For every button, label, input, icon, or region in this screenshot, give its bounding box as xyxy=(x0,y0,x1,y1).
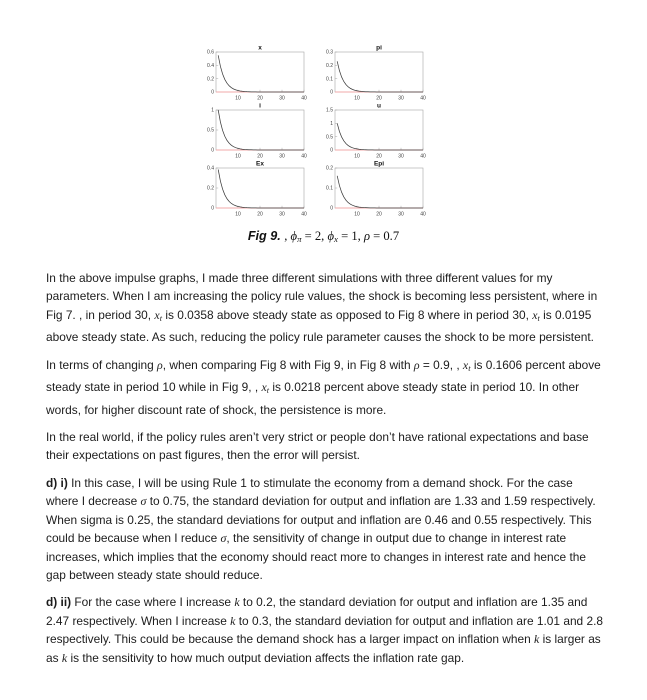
svg-text:20: 20 xyxy=(257,153,263,160)
svg-text:pi: pi xyxy=(376,44,382,52)
svg-text:30: 30 xyxy=(279,153,285,160)
svg-text:0: 0 xyxy=(330,89,333,96)
svg-text:40: 40 xyxy=(420,211,426,218)
svg-text:0.6: 0.6 xyxy=(207,49,214,56)
svg-text:0.4: 0.4 xyxy=(207,165,214,172)
svg-text:10: 10 xyxy=(354,153,360,160)
svg-text:0.2: 0.2 xyxy=(207,76,214,83)
svg-text:10: 10 xyxy=(354,95,360,102)
svg-text:40: 40 xyxy=(420,153,426,160)
svg-text:30: 30 xyxy=(279,211,285,218)
svg-text:0: 0 xyxy=(330,147,333,154)
chart-u xyxy=(320,100,426,164)
svg-text:40: 40 xyxy=(420,95,426,102)
svg-text:30: 30 xyxy=(279,95,285,102)
svg-text:40: 40 xyxy=(301,211,307,218)
chart-pi xyxy=(320,42,426,106)
body-text xyxy=(46,269,604,676)
chart-ex xyxy=(201,158,307,222)
svg-text:0: 0 xyxy=(211,147,214,154)
svg-text:10: 10 xyxy=(235,211,241,218)
svg-text:0: 0 xyxy=(330,205,333,212)
svg-text:0.5: 0.5 xyxy=(326,134,333,141)
svg-text:1: 1 xyxy=(330,121,333,128)
svg-text:0.1: 0.1 xyxy=(326,185,333,192)
svg-text:40: 40 xyxy=(301,153,307,160)
svg-text:20: 20 xyxy=(376,211,382,218)
chart-i xyxy=(201,100,307,164)
svg-text:10: 10 xyxy=(235,153,241,160)
paragraph-4-d-i: d) i) In this case, I will be using Rule 1 to stimulate the economy from a demand shock. For the case where I decrease σ to 0.75, the standard deviation for output and inflation are 1.33 and 1.59 respectively. When sigma is 0.25, the standard deviations for output and inflation are 0.46 and 0.55 respectively. This could be because when I reduce σ, the sensitivity of change in output due to change in interest rate increases, which implies that the economy should react more to changes in interest rate and hence the gap between steady state should reduce. xyxy=(46,475,596,582)
svg-text:1: 1 xyxy=(211,107,214,114)
impulse-response-figure xyxy=(0,0,647,260)
svg-text:10: 10 xyxy=(235,95,241,102)
chart-x xyxy=(201,42,307,106)
svg-text:i: i xyxy=(259,102,261,110)
chart-epi xyxy=(320,158,426,222)
svg-text:1.5: 1.5 xyxy=(326,107,333,114)
svg-text:0.2: 0.2 xyxy=(207,185,214,192)
svg-text:0.3: 0.3 xyxy=(326,49,333,56)
svg-text:Ex: Ex xyxy=(256,160,264,168)
svg-text:10: 10 xyxy=(354,211,360,218)
paragraph-3: In the real world, if the policy rules aren’t very strict or people don’t have rational expectations and base their expectations on past figures, then the error will persist. xyxy=(46,430,589,463)
svg-text:0: 0 xyxy=(211,205,214,212)
paragraph-2: In terms of changing ρ, when comparing Fig 8 with Fig 9, in Fig 8 with ρ = 0.9, , $x_t$ is 0.1606 percent above steady state in period 10 while in Fig 9, , $x_t$ is 0.0218 percent above steady state in period 10. In other words, for higher discount rate of shock, the persistence is more. xyxy=(46,357,601,417)
svg-text:0: 0 xyxy=(211,89,214,96)
svg-text:u: u xyxy=(377,102,381,110)
figure-caption: Fig 9. , $\phi_\pi = 2$, $\phi_x = 1$, ρ = 0.7 xyxy=(247,229,400,245)
svg-text:0.4: 0.4 xyxy=(207,63,214,70)
svg-text:0.2: 0.2 xyxy=(326,63,333,70)
svg-text:0.1: 0.1 xyxy=(326,76,333,83)
svg-text:30: 30 xyxy=(398,211,404,218)
svg-text:0.5: 0.5 xyxy=(207,127,214,134)
svg-text:30: 30 xyxy=(398,95,404,102)
svg-text:0.2: 0.2 xyxy=(326,165,333,172)
svg-text:20: 20 xyxy=(257,211,263,218)
svg-text:20: 20 xyxy=(376,153,382,160)
paragraph-5-d-ii: d) ii) For the case where I increase k to 0.2, the standard deviation for output and inflation are 1.35 and 2.47 respectively. When I increase k to 0.3, the standard deviation for output and inflation are 1.01 and 2.8 respectively. This could be because the demand shock has a larger impact on inflation when k is larger as as k is the sensitivity to how much output deviation affects the inflation rate gap. xyxy=(46,595,604,665)
svg-text:40: 40 xyxy=(301,95,307,102)
svg-text:30: 30 xyxy=(398,153,404,160)
svg-text:Epi: Epi xyxy=(373,160,385,168)
svg-text:20: 20 xyxy=(257,95,263,102)
paragraph-1: In the above impulse graphs, I made three different simulations with three different values for my parameters. When I am increasing the policy rule values, the shock is becoming less persistent, where in Fig 7. , in period 30, $x_t$ is 0.0358 above steady state as opposed to Fig 8 where in period 30, $x_t$ is 0.0195 above steady state. As such, reducing the policy rule parameter causes the shock to be more persistent. xyxy=(46,271,598,345)
svg-text:20: 20 xyxy=(376,95,382,102)
svg-text:x: x xyxy=(258,44,262,52)
